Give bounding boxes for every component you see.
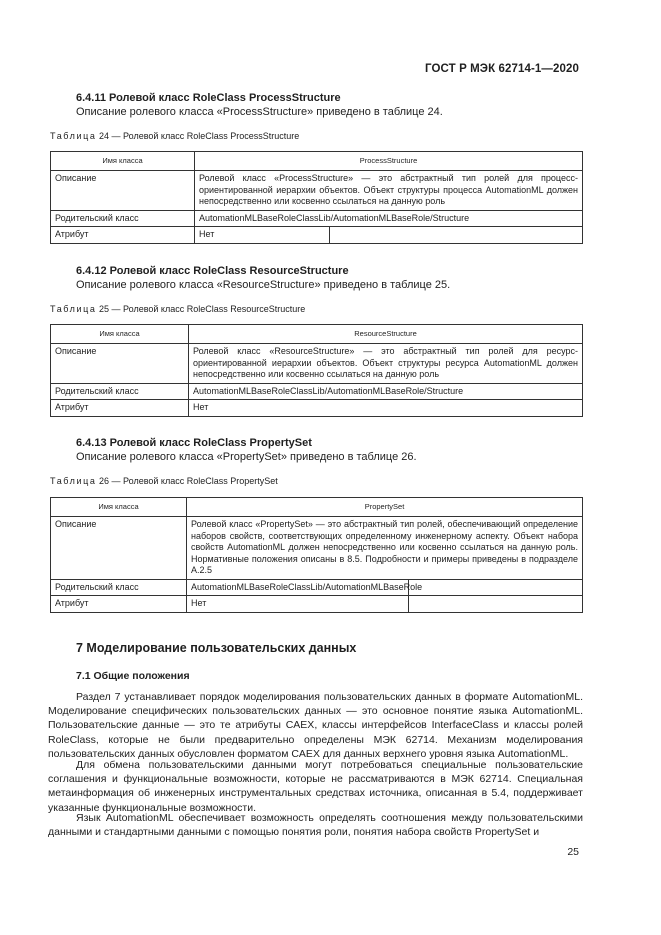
column-header-class-name: Имя класса [51,498,187,517]
standard-designation: ГОСТ Р МЭК 62714-1—2020 [425,63,579,75]
page-number: 25 [567,846,579,858]
row-label-parent-class: Родительский класс [51,579,187,596]
section-heading-6-4-13: 6.4.13 Ролевой класс RoleClass PropertySet [76,437,312,449]
row-value-parent-class: AutomationMLBaseRoleClassLib/AutomationMLBaseRole/Structure [189,383,583,400]
column-header-class-name: Имя класса [51,152,195,171]
row-label-attribute: Атрибут [51,596,187,613]
row-label-description: Описание [51,517,187,580]
row-label-attribute: Атрибут [51,400,189,417]
row-value-attribute: Нет [189,400,583,417]
column-header-class-value: ProcessStructure [195,152,583,171]
section-intro-6-4-11: Описание ролевого класса «ProcessStructure» приведено в таблице 24. [76,106,443,118]
section-intro-6-4-13: Описание ролевого класса «PropertySet» приведено в таблице 26. [76,451,417,463]
row-empty-cell [409,579,583,596]
paragraph-2: Для обмена пользовательскими данными могут потребоваться специальные пользовательские соглашения и функциональные возможности, которые не рассматриваются в МЭК 62714. Специальная метаинформация об инженерных инструментальных средствах источника, описанная в 5.4, поддерживает указанные функциональные возможности. [48,759,583,814]
chapter-title: 7 Моделирование пользовательских данных [76,641,357,655]
table-caption-prefix: Таблица [50,131,97,141]
row-value-description: Ролевой класс «PropertySet» — это абстрактный тип ролей, обеспечивающий определение наборов свойств, соответствующих определенному инженерному аспекту. Объект набора свойств AutomationML должен непосредственно или косвенно ссылаться на данную роль. Нормативные положения описаны в 8.5. Подробности и примеры приведены в подразделе А.2.5 [187,517,583,580]
column-header-class-name: Имя класса [51,325,189,344]
row-label-attribute: Атрибут [51,227,195,244]
row-value-description: Ролевой класс «ProcessStructure» — это абстрактный тип ролей для процесс-ориентированной иерархии объектов. Объект структуры процесса AutomationML должен непосредственно или косвенно ссылаться на данную роль [195,171,583,211]
row-value-parent-class: AutomationMLBaseRoleClassLib/AutomationMLBaseRole [187,579,409,596]
row-empty-cell [330,227,583,244]
table-caption-26 [50,476,278,486]
table-caption-text: 25 — Ролевой класс RoleClass ResourceStructure [99,304,306,314]
section-heading-6-4-12: 6.4.12 Ролевой класс RoleClass ResourceStructure [76,265,349,277]
row-label-parent-class: Родительский класс [51,210,195,227]
row-value-attribute: Нет [187,596,409,613]
section-heading-6-4-11: 6.4.11 Ролевой класс RoleClass ProcessStructure [76,92,341,104]
column-header-class-value: PropertySet [187,498,583,517]
table-caption-text: 24 — Ролевой класс RoleClass ProcessStructure [99,131,300,141]
row-label-parent-class: Родительский класс [51,383,189,400]
table-caption-25 [50,304,305,314]
paragraph-3: Язык AutomationML обеспечивает возможность определять соотношения между пользовательскими данными и стандартными данными с помощью понятия роли, понятия набора свойств PropertySet и [48,812,583,839]
table-24 [50,151,583,244]
row-label-description: Описание [51,344,189,384]
table-caption-text: 26 — Ролевой класс RoleClass PropertySet [99,476,278,486]
row-value-attribute: Нет [195,227,330,244]
paragraph-1: Раздел 7 устанавливает порядок моделирования пользовательских данных в формате AutomationML. Моделирование специфических пользовательских данных — это основное понятие языка AutomationML. Пользовательские данные — это те атрибуты CAEX, классы интерфейсов InterfaceClass и классы ролей RoleClass, которые не были предварительно определены МЭК 62714. Механизм моделирования пользовательских данных обусловлен форматом CAEX для данных верхнего уровня языка AutomationML. [48,691,583,760]
table-caption-prefix: Таблица [50,304,97,314]
table-25 [50,324,583,417]
subsection-title: 7.1 Общие положения [76,670,190,682]
row-label-description: Описание [51,171,195,211]
row-empty-cell [409,596,583,613]
row-value-description: Ролевой класс «ResourceStructure» — это абстрактный тип ролей для ресурс-ориентированной иерархии объектов. Объект структуры ресурса AutomationML должен непосредственно или косвенно ссылаться на данную роль [189,344,583,384]
table-caption-24 [50,131,299,141]
column-header-class-value: ResourceStructure [189,325,583,344]
row-value-parent-class: AutomationMLBaseRoleClassLib/AutomationMLBaseRole/Structure [195,210,583,227]
table-caption-prefix: Таблица [50,476,97,486]
table-26 [50,497,583,613]
section-intro-6-4-12: Описание ролевого класса «ResourceStructure» приведено в таблице 25. [76,279,451,291]
